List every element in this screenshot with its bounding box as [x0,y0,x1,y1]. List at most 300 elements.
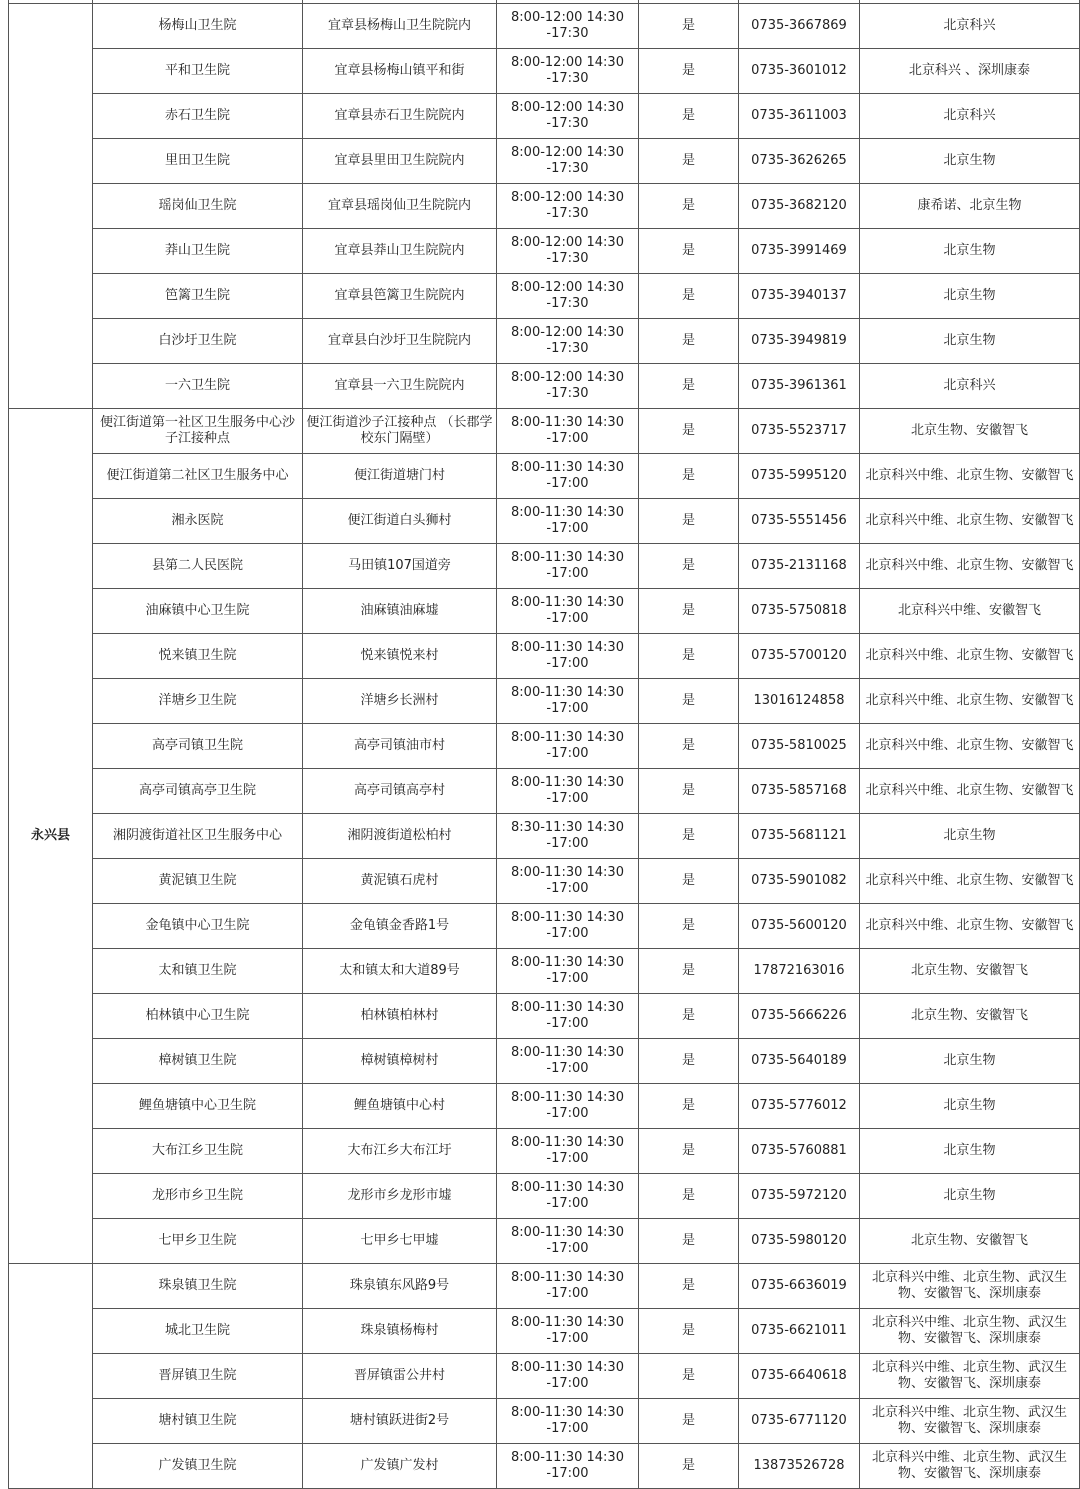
address-cell: 七甲乡七甲墟 [303,1219,497,1264]
hours-line: 8:00-12:00 14:30 [511,280,624,295]
phone-cell: 0735-3940137 [739,274,860,319]
phone-cell: 0735-6636019 [739,1264,860,1309]
address-cell: 龙形市乡龙形市墟 [303,1174,497,1219]
address-cell: 晋屏镇雷公井村 [303,1354,497,1399]
site-name-cell: 湘阴渡街道社区卫生服务中心 [93,814,303,859]
phone-cell: 0735-5681121 [739,814,860,859]
vaccine-cell: 北京科兴 [860,4,1080,49]
address-cell: 便江街道沙子江接种点 （长郡学校东门隔壁） [303,409,497,454]
phone-cell: 0735-5810025 [739,724,860,769]
address-cell: 宜章县赤石卫生院院内 [303,94,497,139]
vaccine-cell: 北京生物、安徽智飞 [860,1219,1080,1264]
address-cell: 便江街道塘门村 [303,454,497,499]
open-status-cell: 是 [639,634,739,679]
vaccine-cell: 北京科兴中维、北京生物、武汉生物、安徽智飞、深圳康泰 [860,1264,1080,1309]
phone-cell: 0735-5551456 [739,499,860,544]
phone-cell: 0735-3667869 [739,4,860,49]
open-status-cell: 是 [639,589,739,634]
hours-line: 8:00-11:30 14:30 [511,865,624,880]
table-row [9,589,1080,634]
hours-cell [497,4,639,49]
address-cell: 宜章县一六卫生院院内 [303,364,497,409]
hours-line: 8:00-11:30 14:30 [511,730,624,745]
vaccine-cell: 北京科兴中维、北京生物、武汉生物、安徽智飞、深圳康泰 [860,1309,1080,1354]
hours-line: 8:00-11:30 14:30 [511,1450,624,1465]
phone-cell: 0735-3601012 [739,49,860,94]
site-name-cell: 瑶岗仙卫生院 [93,184,303,229]
hours-cell [497,364,639,409]
open-status-cell: 是 [639,1264,739,1309]
site-name-cell: 龙形市乡卫生院 [93,1174,303,1219]
hours-line: -17:30 [546,251,589,266]
hours-cell [497,1264,639,1309]
address-cell: 柏林镇柏林村 [303,994,497,1039]
hours-line: 8:00-12:00 14:30 [511,145,624,160]
hours-cell [497,1129,639,1174]
site-name-cell: 高亭司镇卫生院 [93,724,303,769]
vaccine-cell: 北京科兴中维、北京生物、安徽智飞 [860,454,1080,499]
hours-line: 8:00-11:30 14:30 [511,415,624,430]
hours-cell [497,859,639,904]
open-status-cell: 是 [639,1084,739,1129]
hours-cell [497,1219,639,1264]
hours-cell [497,184,639,229]
address-cell: 宜章县杨梅山镇平和街 [303,49,497,94]
hours-line: 8:00-12:00 14:30 [511,55,624,70]
site-name-cell: 悦来镇卫生院 [93,634,303,679]
vaccine-cell: 北京生物 [860,274,1080,319]
hours-cell [497,814,639,859]
address-cell: 高亭司镇油市村 [303,724,497,769]
phone-cell: 0735-3611003 [739,94,860,139]
hours-line: -17:30 [546,161,589,176]
address-cell: 珠泉镇杨梅村 [303,1309,497,1354]
address-cell: 大布江乡大布江圩 [303,1129,497,1174]
hours-line: 8:00-12:00 14:30 [511,10,624,25]
vaccine-cell: 北京生物、安徽智飞 [860,994,1080,1039]
address-cell: 高亭司镇高亭村 [303,769,497,814]
phone-cell: 0735-5980120 [739,1219,860,1264]
hours-cell [497,769,639,814]
hours-line: -17:30 [546,296,589,311]
table-row [9,634,1080,679]
vaccination-sites-table [8,0,1080,1489]
hours-line: -17:00 [546,1151,589,1166]
site-name-cell: 太和镇卫生院 [93,949,303,994]
table-row [9,364,1080,409]
hours-line: -17:00 [546,1106,589,1121]
hours-line: 8:00-11:30 14:30 [511,1000,624,1015]
hours-line: 8:00-11:30 14:30 [511,1180,624,1195]
table-row [9,139,1080,184]
open-status-cell: 是 [639,1444,739,1489]
vaccine-cell: 北京科兴中维、北京生物、武汉生物、安徽智飞、深圳康泰 [860,1354,1080,1399]
hours-line: -17:00 [546,1016,589,1031]
hours-line: -17:00 [546,1286,589,1301]
phone-cell: 0735-5523717 [739,409,860,454]
phone-cell: 0735-5640189 [739,1039,860,1084]
phone-cell: 17872163016 [739,949,860,994]
site-name-cell: 赤石卫生院 [93,94,303,139]
table-row [9,1174,1080,1219]
vaccine-cell: 北京科兴 、深圳康泰 [860,49,1080,94]
vaccine-cell: 北京生物 [860,1129,1080,1174]
address-cell: 广发镇广发村 [303,1444,497,1489]
hours-cell [497,1084,639,1129]
table-row [9,904,1080,949]
address-cell: 塘村镇跃进街2号 [303,1399,497,1444]
table-row [9,679,1080,724]
site-name-cell: 高亭司镇高亭卫生院 [93,769,303,814]
hours-line: 8:00-11:30 14:30 [511,595,624,610]
phone-cell: 0735-5700120 [739,634,860,679]
address-cell: 珠泉镇东风路9号 [303,1264,497,1309]
vaccine-cell: 北京生物 [860,1039,1080,1084]
table-row [9,1354,1080,1399]
hours-line: 8:00-11:30 14:30 [511,505,624,520]
table-row [9,454,1080,499]
hours-cell [497,94,639,139]
address-cell: 油麻镇油麻墟 [303,589,497,634]
vaccine-cell: 北京生物 [860,319,1080,364]
hours-line: -17:00 [546,1421,589,1436]
hours-line: -17:00 [546,701,589,716]
address-cell: 黄泥镇石虎村 [303,859,497,904]
address-cell: 宜章县瑶岗仙卫生院院内 [303,184,497,229]
site-name-cell: 广发镇卫生院 [93,1444,303,1489]
phone-cell: 13016124858 [739,679,860,724]
hours-cell [497,274,639,319]
site-name-cell: 白沙圩卫生院 [93,319,303,364]
open-status-cell: 是 [639,949,739,994]
vaccine-cell: 北京科兴 [860,94,1080,139]
site-name-cell: 湘永医院 [93,499,303,544]
hours-line: -17:00 [546,656,589,671]
open-status-cell: 是 [639,139,739,184]
phone-cell: 0735-5600120 [739,904,860,949]
hours-cell [497,679,639,724]
site-name-cell: 塘村镇卫生院 [93,1399,303,1444]
phone-cell: 0735-5901082 [739,859,860,904]
table-row [9,409,1080,454]
hours-line: 8:00-11:30 14:30 [511,640,624,655]
vaccine-cell: 北京生物 [860,229,1080,274]
site-name-cell: 杨梅山卫生院 [93,4,303,49]
site-name-cell: 洋塘乡卫生院 [93,679,303,724]
table-row [9,1309,1080,1354]
site-name-cell: 金龟镇中心卫生院 [93,904,303,949]
address-cell: 樟树镇樟树村 [303,1039,497,1084]
hours-line: -17:00 [546,611,589,626]
address-cell: 宜章县杨梅山卫生院院内 [303,4,497,49]
open-status-cell: 是 [639,4,739,49]
site-name-cell: 珠泉镇卫生院 [93,1264,303,1309]
site-name-cell: 鲤鱼塘镇中心卫生院 [93,1084,303,1129]
hours-line: 8:00-12:00 14:30 [511,370,624,385]
vaccine-cell: 北京生物 [860,1084,1080,1129]
table-row [9,724,1080,769]
hours-line: 8:00-11:30 14:30 [511,910,624,925]
hours-cell [497,319,639,364]
vaccine-cell: 北京科兴中维、北京生物、安徽智飞 [860,634,1080,679]
site-name-cell: 一六卫生院 [93,364,303,409]
vaccine-cell: 北京生物 [860,1174,1080,1219]
open-status-cell: 是 [639,1039,739,1084]
vaccine-cell: 北京生物 [860,139,1080,184]
phone-cell: 0735-5750818 [739,589,860,634]
address-cell: 宜章县里田卫生院院内 [303,139,497,184]
phone-cell: 0735-5666226 [739,994,860,1039]
hours-line: -17:00 [546,836,589,851]
site-name-cell: 莽山卫生院 [93,229,303,274]
site-name-cell: 大布江乡卫生院 [93,1129,303,1174]
hours-cell [497,1399,639,1444]
hours-line: -17:30 [546,71,589,86]
hours-line: -17:00 [546,971,589,986]
open-status-cell: 是 [639,499,739,544]
site-name-cell: 晋屏镇卫生院 [93,1354,303,1399]
phone-cell: 13873526728 [739,1444,860,1489]
hours-cell [497,1309,639,1354]
address-cell: 宜章县莽山卫生院院内 [303,229,497,274]
address-cell: 金龟镇金香路1号 [303,904,497,949]
hours-line: -17:00 [546,1061,589,1076]
open-status-cell: 是 [639,49,739,94]
table-row [9,814,1080,859]
phone-cell: 0735-5776012 [739,1084,860,1129]
hours-cell [497,589,639,634]
address-cell: 湘阴渡街道松柏村 [303,814,497,859]
vaccine-cell: 北京科兴中维、北京生物、安徽智飞 [860,679,1080,724]
vaccine-cell: 北京科兴中维、北京生物、安徽智飞 [860,769,1080,814]
hours-line: -17:00 [546,746,589,761]
vaccine-cell: 北京科兴中维、北京生物、安徽智飞 [860,724,1080,769]
open-status-cell: 是 [639,229,739,274]
hours-line: 8:00-11:30 14:30 [511,460,624,475]
open-status-cell: 是 [639,1174,739,1219]
vaccine-cell: 北京生物 [860,814,1080,859]
open-status-cell: 是 [639,1399,739,1444]
site-name-cell: 七甲乡卫生院 [93,1219,303,1264]
table-row [9,1219,1080,1264]
site-name-cell: 便江街道第二社区卫生服务中心 [93,454,303,499]
vaccine-cell: 北京科兴中维、北京生物、安徽智飞 [860,544,1080,589]
table-row [9,94,1080,139]
hours-line: 8:00-12:00 14:30 [511,190,624,205]
vaccine-cell: 北京科兴中维、北京生物、安徽智飞 [860,859,1080,904]
table-body [9,0,1080,1489]
open-status-cell: 是 [639,859,739,904]
vaccine-cell: 北京科兴中维、北京生物、安徽智飞 [860,904,1080,949]
open-status-cell: 是 [639,544,739,589]
open-status-cell: 是 [639,1309,739,1354]
vaccine-cell: 北京生物、安徽智飞 [860,409,1080,454]
hours-line: -17:00 [546,1241,589,1256]
hours-line: -17:00 [546,431,589,446]
hours-cell [497,409,639,454]
address-cell: 宜章县白沙圩卫生院院内 [303,319,497,364]
hours-line: 8:00-11:30 14:30 [511,1270,624,1285]
open-status-cell: 是 [639,409,739,454]
hours-cell [497,1174,639,1219]
hours-line: 8:00-12:00 14:30 [511,100,624,115]
vaccine-cell: 北京科兴中维、北京生物、安徽智飞 [860,499,1080,544]
table-row [9,769,1080,814]
phone-cell: 0735-6621011 [739,1309,860,1354]
site-name-cell: 城北卫生院 [93,1309,303,1354]
hours-cell [497,544,639,589]
hours-line: -17:00 [546,1376,589,1391]
table-row [9,1264,1080,1309]
hours-line: -17:30 [546,206,589,221]
site-name-cell: 油麻镇中心卫生院 [93,589,303,634]
phone-cell: 0735-3949819 [739,319,860,364]
hours-line: 8:00-11:30 14:30 [511,1360,624,1375]
hours-line: 8:00-12:00 14:30 [511,235,624,250]
hours-line: -17:30 [546,26,589,41]
phone-cell: 0735-5972120 [739,1174,860,1219]
phone-cell: 0735-3682120 [739,184,860,229]
county-cell [9,1264,93,1489]
hours-line: 8:00-12:00 14:30 [511,325,624,340]
hours-line: 8:00-11:30 14:30 [511,1090,624,1105]
hours-line: -17:00 [546,791,589,806]
open-status-cell: 是 [639,1129,739,1174]
hours-line: -17:00 [546,926,589,941]
phone-cell: 0735-5995120 [739,454,860,499]
vaccine-cell: 康希诺、北京生物 [860,184,1080,229]
hours-line: 8:00-11:30 14:30 [511,550,624,565]
table-row [9,499,1080,544]
site-name-cell: 里田卫生院 [93,139,303,184]
table-row [9,229,1080,274]
table-row [9,859,1080,904]
hours-line: -17:00 [546,521,589,536]
table-row [9,4,1080,49]
table-row [9,994,1080,1039]
hours-cell [497,229,639,274]
hours-cell [497,994,639,1039]
table-row [9,1039,1080,1084]
table-row [9,1084,1080,1129]
phone-cell: 0735-2131168 [739,544,860,589]
vaccine-cell: 北京科兴 [860,364,1080,409]
open-status-cell: 是 [639,364,739,409]
hours-line: 8:00-11:30 14:30 [511,1405,624,1420]
vaccine-cell: 北京生物、安徽智飞 [860,949,1080,994]
table-row [9,49,1080,94]
table-row [9,1399,1080,1444]
phone-cell: 0735-3991469 [739,229,860,274]
address-cell: 悦来镇悦来村 [303,634,497,679]
address-cell: 太和镇太和大道89号 [303,949,497,994]
hours-cell [497,139,639,184]
site-name-cell: 便江街道第一社区卫生服务中心沙子江接种点 [93,409,303,454]
address-cell: 宜章县笆篱卫生院院内 [303,274,497,319]
table-row [9,319,1080,364]
phone-cell: 0735-5857168 [739,769,860,814]
open-status-cell: 是 [639,904,739,949]
phone-cell: 0735-3961361 [739,364,860,409]
hours-cell [497,724,639,769]
county-cell [9,4,93,409]
table-row [9,184,1080,229]
site-name-cell: 笆篱卫生院 [93,274,303,319]
phone-cell: 0735-5760881 [739,1129,860,1174]
open-status-cell: 是 [639,679,739,724]
table-row [9,274,1080,319]
table-row [9,544,1080,589]
hours-line: -17:00 [546,1196,589,1211]
address-cell: 马田镇107国道旁 [303,544,497,589]
hours-line: 8:00-11:30 14:30 [511,1135,624,1150]
open-status-cell: 是 [639,184,739,229]
hours-cell [497,499,639,544]
site-name-cell: 县第二人民医院 [93,544,303,589]
site-name-cell: 黄泥镇卫生院 [93,859,303,904]
address-cell: 鲤鱼塘镇中心村 [303,1084,497,1129]
hours-line: -17:00 [546,1331,589,1346]
open-status-cell: 是 [639,454,739,499]
open-status-cell: 是 [639,94,739,139]
phone-cell: 0735-6771120 [739,1399,860,1444]
open-status-cell: 是 [639,319,739,364]
hours-line: 8:00-11:30 14:30 [511,1045,624,1060]
hours-cell [497,904,639,949]
site-name-cell: 柏林镇中心卫生院 [93,994,303,1039]
county-cell: 永兴县 [9,409,93,1264]
open-status-cell: 是 [639,274,739,319]
open-status-cell: 是 [639,724,739,769]
open-status-cell: 是 [639,769,739,814]
hours-line: 8:00-11:30 14:30 [511,1315,624,1330]
hours-line: -17:00 [546,1466,589,1481]
hours-cell [497,1354,639,1399]
hours-line: 8:30-11:30 14:30 [511,820,624,835]
open-status-cell: 是 [639,1219,739,1264]
table-row [9,949,1080,994]
open-status-cell: 是 [639,814,739,859]
table-row [9,1129,1080,1174]
hours-cell [497,634,639,679]
hours-cell [497,49,639,94]
table-row [9,1444,1080,1489]
hours-line: 8:00-11:30 14:30 [511,1225,624,1240]
site-name-cell: 樟树镇卫生院 [93,1039,303,1084]
hours-cell [497,1444,639,1489]
vaccine-cell: 北京科兴中维、安徽智飞 [860,589,1080,634]
hours-line: 8:00-11:30 14:30 [511,775,624,790]
hours-line: -17:00 [546,476,589,491]
hours-line: 8:00-11:30 14:30 [511,685,624,700]
site-name-cell: 平和卫生院 [93,49,303,94]
hours-line: -17:30 [546,386,589,401]
address-cell: 洋塘乡长洲村 [303,679,497,724]
hours-cell [497,949,639,994]
hours-line: -17:00 [546,881,589,896]
vaccine-cell: 北京科兴中维、北京生物、武汉生物、安徽智飞、深圳康泰 [860,1444,1080,1489]
address-cell: 便江街道白头狮村 [303,499,497,544]
open-status-cell: 是 [639,994,739,1039]
vaccine-cell: 北京科兴中维、北京生物、武汉生物、安徽智飞、深圳康泰 [860,1399,1080,1444]
hours-cell [497,454,639,499]
hours-cell [497,1039,639,1084]
open-status-cell: 是 [639,1354,739,1399]
hours-line: 8:00-11:30 14:30 [511,955,624,970]
phone-cell: 0735-3626265 [739,139,860,184]
hours-line: -17:30 [546,116,589,131]
phone-cell: 0735-6640618 [739,1354,860,1399]
